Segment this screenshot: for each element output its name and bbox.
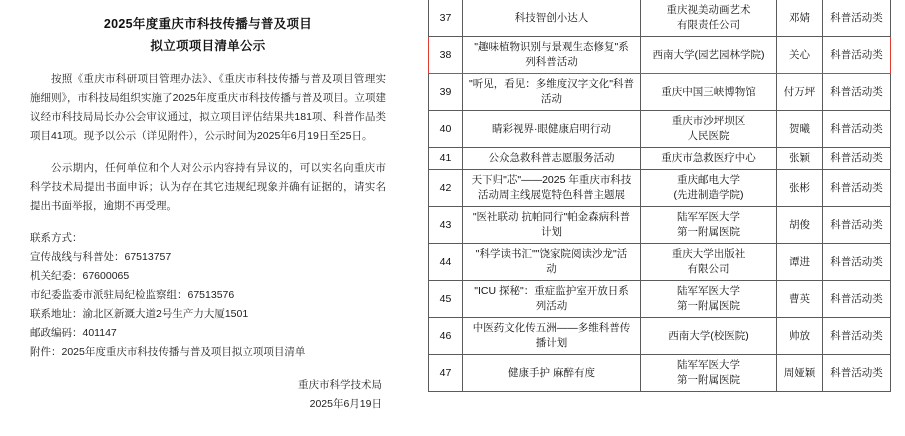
cell-type: 科普活动类 — [823, 74, 891, 111]
cell-type: 科普活动类 — [823, 111, 891, 148]
cell-unit — [641, 355, 777, 392]
contact-heading: 联系方式： — [30, 232, 83, 244]
table-row — [429, 355, 891, 392]
cell-project-name-line1: "科学读书汇""饶家院阅读沙龙"活 — [475, 248, 628, 260]
cell-type: 科普活动类 — [823, 170, 891, 207]
table-row — [429, 207, 891, 244]
cell-project-name: 健康手护 麻醉有度 — [463, 355, 641, 392]
cell-person: 张颖 — [777, 148, 823, 170]
cell-no: 47 — [429, 355, 463, 392]
cell-no: 39 — [429, 74, 463, 111]
notice-pane — [0, 0, 420, 436]
signature-organization: 重庆市科学技术局 — [298, 379, 382, 391]
cell-no: 41 — [429, 148, 463, 170]
cell-unit-line2: 有限责任公司 — [677, 19, 740, 31]
cell-project-name: 睛彩视界·眼健康启明行动 — [463, 111, 641, 148]
cell-project-name-line1: 天下归"芯"——2025 年重庆市科技 — [471, 174, 632, 186]
table-row — [429, 111, 891, 148]
cell-no: 46 — [429, 318, 463, 355]
cell-project-name — [463, 207, 641, 244]
cell-unit-line2: 有限公司 — [687, 263, 730, 275]
notice-title-line2: 拟立项项目清单公示 — [150, 39, 266, 53]
notice-title-line1: 2025年度重庆市科技传播与普及项目 — [103, 17, 313, 31]
cell-type: 科普活动类 — [823, 281, 891, 318]
cell-type: 科普活动类 — [823, 318, 891, 355]
cell-unit-line2: 第一附属医院 — [677, 300, 740, 312]
cell-unit: 重庆市急救医疗中心 — [641, 148, 777, 170]
cell-project-name-line1: 中医药文化传五洲——多维科普传 — [472, 322, 631, 334]
cell-no: 40 — [429, 111, 463, 148]
signature-date: 2025年6月19日 — [309, 398, 382, 410]
cell-person: 邓婧 — [777, 0, 823, 37]
table-row — [429, 170, 891, 207]
cell-project-name: 公众急救科普志愿服务活动 — [463, 148, 641, 170]
cell-unit-line1: 重庆大学出版社 — [671, 248, 746, 260]
project-list-table — [428, 0, 891, 392]
contact-block — [30, 229, 386, 362]
table-row — [429, 281, 891, 318]
cell-project-name-line2: 计划 — [541, 226, 562, 238]
cell-unit — [641, 111, 777, 148]
notice-paragraph-2: 公示期内，任何单位和个人对公示内容持有异议的，可以实名向重庆市科学技术局提出书面申诉；认为存在其它违规纪现象并确有证据的，请实名提出书面举报，逾期不再受理。 — [30, 162, 386, 212]
signature-block — [30, 376, 386, 414]
cell-person: 关心 — [777, 37, 823, 74]
cell-type: 科普活动类 — [823, 0, 891, 37]
contact-line-1: 宣传战线与科普处：67513757 — [30, 251, 172, 263]
cell-project-name — [463, 170, 641, 207]
cell-person: 周娅颖 — [777, 355, 823, 392]
cell-project-name-line2: 动 — [546, 263, 557, 275]
cell-project-name-line1: "听见，看见：多维度汉字文化"科普 — [469, 78, 634, 90]
cell-project-name — [463, 74, 641, 111]
cell-unit — [641, 244, 777, 281]
cell-unit — [641, 281, 777, 318]
cell-project-name — [463, 281, 641, 318]
cell-project-name-line2: 活动周主线展览特色科普主题展 — [478, 189, 625, 201]
cell-project-name-line2: 活动 — [541, 93, 562, 105]
table-row — [429, 74, 891, 111]
cell-person: 谭进 — [777, 244, 823, 281]
cell-person: 曹英 — [777, 281, 823, 318]
cell-type: 科普活动类 — [823, 37, 891, 74]
cell-project-name — [463, 244, 641, 281]
cell-project-name-line2: 播计划 — [535, 337, 568, 349]
cell-project-name-line1: "ICU 探秘"：重症监护室开放日系 — [474, 285, 629, 297]
cell-unit-line2: 人民医院 — [687, 130, 730, 142]
cell-unit: 重庆中国三峡博物馆 — [641, 74, 777, 111]
cell-unit-line1: 陆军军医大学 — [677, 359, 740, 371]
cell-unit-line1: 陆军军医大学 — [677, 211, 740, 223]
cell-type: 科普活动类 — [823, 244, 891, 281]
cell-unit-line1: 陆军军医大学 — [677, 285, 740, 297]
table-row — [429, 148, 891, 170]
cell-project-name-line2: 列科普活动 — [525, 56, 578, 68]
cell-unit: 西南大学(校医院) — [641, 318, 777, 355]
cell-project-name-line1: "趣味植物识别与景观生态修复"系 — [474, 41, 629, 53]
cell-type: 科普活动类 — [823, 355, 891, 392]
contact-line-4: 联系地址：渝北区新溉大道2号生产力大厦1501 — [30, 308, 249, 320]
table-row — [429, 244, 891, 281]
cell-unit-line1: 重庆市沙坪坝区 — [671, 115, 746, 127]
cell-person: 张彬 — [777, 170, 823, 207]
cell-unit-line2: (先进制造学院) — [673, 189, 744, 201]
cell-unit-line2: 第一附属医院 — [677, 374, 740, 386]
cell-type: 科普活动类 — [823, 207, 891, 244]
contact-line-5: 邮政编码：401147 — [30, 327, 117, 339]
table-row — [429, 318, 891, 355]
cell-project-name-line2: 列活动 — [535, 300, 568, 312]
cell-type: 科普活动类 — [823, 148, 891, 170]
cell-project-name-line1: "医社联动 抗帕同行"帕金森病科普 — [472, 211, 631, 223]
contact-line-2: 机关纪委：67600065 — [30, 270, 130, 282]
cell-no: 44 — [429, 244, 463, 281]
cell-no: 42 — [429, 170, 463, 207]
cell-no: 37 — [429, 0, 463, 37]
cell-project-name: 科技智创小达人 — [463, 0, 641, 37]
cell-no: 38 — [429, 37, 463, 74]
cell-unit-line1: 重庆邮电大学 — [677, 174, 740, 186]
cell-unit: 西南大学(园艺园林学院) — [641, 37, 777, 74]
cell-project-name — [463, 37, 641, 74]
cell-person: 帅放 — [777, 318, 823, 355]
cell-unit-line1: 重庆视美动画艺术 — [666, 4, 751, 16]
cell-no: 45 — [429, 281, 463, 318]
cell-unit — [641, 207, 777, 244]
table-row-highlighted — [429, 37, 891, 74]
cell-person: 胡俊 — [777, 207, 823, 244]
cell-unit — [641, 0, 777, 37]
cell-person: 贺曦 — [777, 111, 823, 148]
notice-paragraph-1: 按照《重庆市科研项目管理办法》、《重庆市科技传播与普及项目管理实施细则》，市科技局组织实施了2025年度重庆市科技传播与普及项目。立项建议经市科技局局长办公会审议通过，拟立项目评估结果共181项、科普作品类项目41项。现予以公示（详见附件），公示时间为2025年6月19日至25日。 — [30, 73, 386, 142]
cell-no: 43 — [429, 207, 463, 244]
contact-line-3: 市纪委监委市派驻局纪检监察组：67513576 — [30, 289, 235, 301]
table-row — [429, 0, 891, 37]
cell-unit — [641, 170, 777, 207]
cell-person: 付万坪 — [777, 74, 823, 111]
project-list-pane — [420, 0, 905, 436]
cell-unit-line2: 第一附属医院 — [677, 226, 740, 238]
contact-line-6: 附件：2025年度重庆市科技传播与普及项目拟立项项目清单 — [30, 346, 306, 358]
cell-project-name — [463, 318, 641, 355]
